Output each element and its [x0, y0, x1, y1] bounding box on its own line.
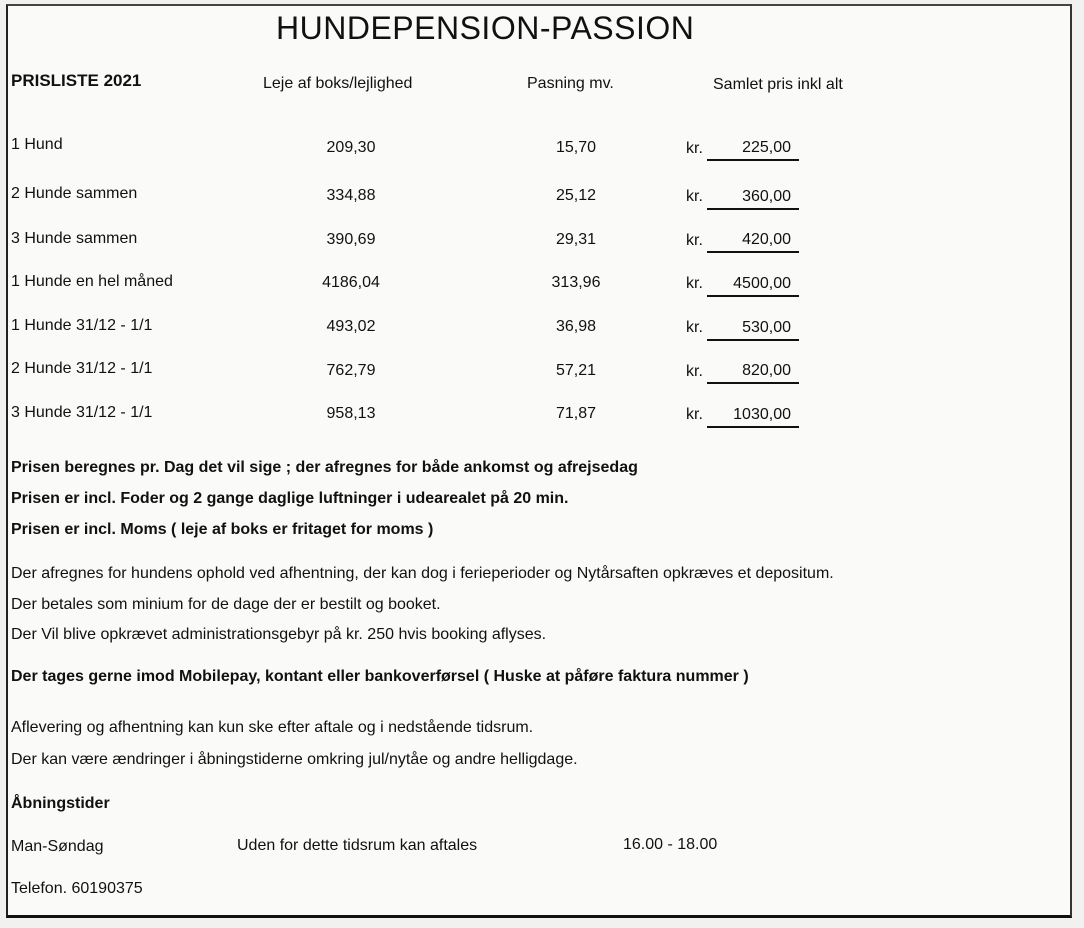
note-bold: Prisen beregnes pr. Dag det vil sige ; der afregnes for både ankomst og afrejsedag [11, 459, 638, 476]
payment-note: Der tages gerne imod Mobilepay, kontant eller bankoverførsel ( Huske at påføre faktura nummer ) [11, 668, 749, 685]
opening-time: 16.00 - 18.00 [623, 836, 718, 853]
row-rent: 958,13 [326, 405, 376, 422]
row-label: 1 Hund [11, 136, 63, 153]
note: Der Vil blive opkrævet administrationsgebyr på kr. 250 hvis booking aflyses. [11, 626, 547, 643]
row-currency: kr. [686, 232, 703, 249]
note: Der afregnes for hundens ophold ved afhentning, der kan dog i ferieperioder og Nytårsaften opkræves et depositum. [11, 565, 834, 582]
row-total: 225,00 [707, 139, 799, 161]
opening-note: Uden for dette tidsrum kan aftales [237, 837, 478, 854]
row-label: 3 Hunde 31/12 - 1/1 [11, 404, 153, 421]
column-header-rent: Leje af boks/lejlighed [263, 75, 413, 92]
opening-days: Man-Søndag [11, 838, 104, 855]
row-rent: 762,79 [326, 362, 376, 379]
row-care: 313,96 [551, 274, 601, 291]
note-bold: Prisen er incl. Foder og 2 gange daglige luftninger i udearealet på 20 min. [11, 490, 569, 507]
row-currency: kr. [686, 140, 703, 157]
row-care: 57,21 [555, 362, 597, 379]
row-rent: 390,69 [326, 231, 376, 248]
row-total: 420,00 [707, 231, 799, 253]
note-bold: Prisen er incl. Moms ( leje af boks er fritaget for moms ) [11, 521, 434, 538]
delivery-note: Der kan være ændringer i åbningstiderne omkring jul/nytåe og andre helligdage. [11, 751, 578, 768]
column-header-total: Samlet pris inkl alt [713, 76, 843, 93]
row-total: 820,00 [707, 362, 799, 384]
row-currency: kr. [686, 275, 703, 292]
row-currency: kr. [686, 406, 703, 423]
row-care: 29,31 [555, 231, 597, 248]
row-care: 25,12 [555, 187, 597, 204]
price-list-heading: PRISLISTE 2021 [11, 71, 142, 90]
delivery-note: Aflevering og afhentning kan kun ske efter aftale og i nedstående tidsrum. [11, 719, 534, 736]
row-total: 4500,00 [707, 275, 799, 297]
row-care: 71,87 [555, 405, 597, 422]
row-rent: 209,30 [326, 139, 376, 156]
row-rent: 334,88 [326, 187, 376, 204]
row-currency: kr. [686, 188, 703, 205]
row-label: 2 Hunde sammen [11, 185, 138, 202]
column-header-care: Pasning mv. [527, 75, 614, 92]
row-rent: 493,02 [326, 318, 376, 335]
row-currency: kr. [686, 363, 703, 380]
page-title: HUNDEPENSION-PASSION [276, 10, 695, 46]
row-care: 36,98 [555, 318, 597, 335]
phone-number: Telefon. 60190375 [11, 880, 143, 897]
row-label: 2 Hunde 31/12 - 1/1 [11, 360, 153, 377]
row-label: 1 Hunde 31/12 - 1/1 [11, 317, 153, 334]
opening-hours-heading: Åbningstider [11, 795, 110, 812]
row-total: 360,00 [707, 188, 799, 210]
row-care: 15,70 [555, 139, 597, 156]
row-rent: 4186,04 [322, 274, 380, 291]
row-label: 1 Hunde en hel måned [11, 273, 173, 290]
row-total: 530,00 [707, 319, 799, 341]
row-total: 1030,00 [707, 406, 799, 428]
row-currency: kr. [686, 319, 703, 336]
note: Der betales som minium for de dage der er bestilt og booket. [11, 596, 441, 613]
row-label: 3 Hunde sammen [11, 230, 138, 247]
